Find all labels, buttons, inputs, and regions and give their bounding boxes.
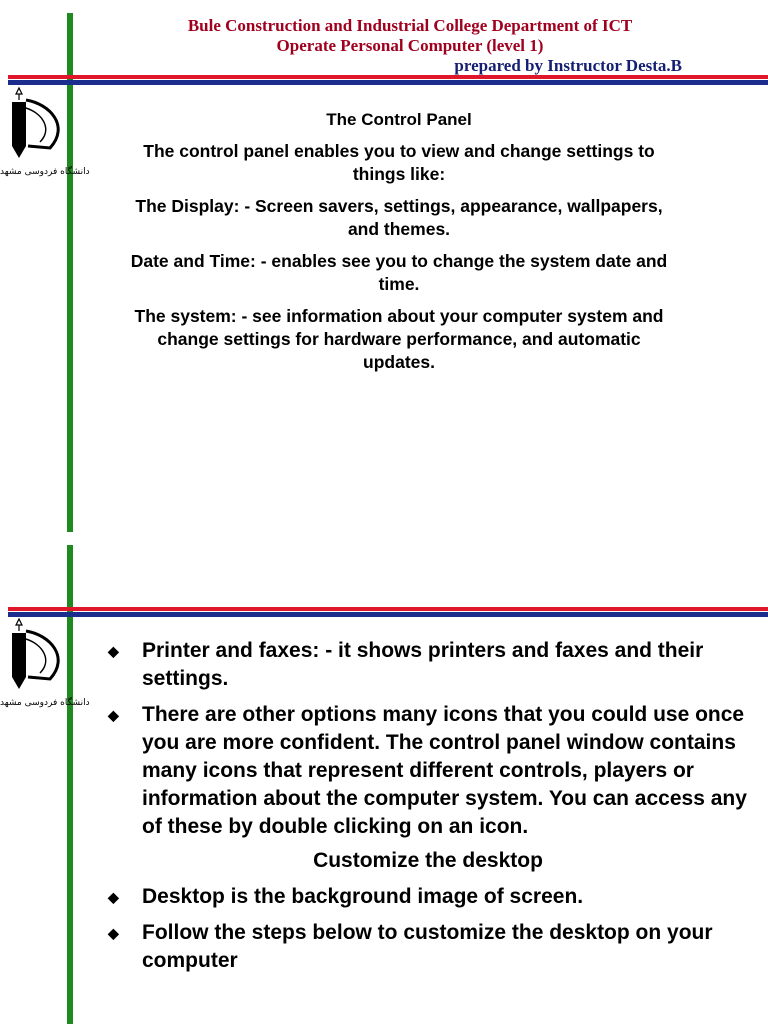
diamond-bullet-icon: ◆ <box>108 707 119 723</box>
diamond-bullet-icon: ◆ <box>108 889 119 905</box>
logo-caption: دانشگاه فردوسی مشهد <box>0 167 90 177</box>
logo-caption: دانشگاه فردوسی مشهد <box>0 698 90 708</box>
list-item <box>108 701 748 841</box>
slide-1-green-bar <box>67 13 73 532</box>
slide-1-blue-rule <box>8 80 768 85</box>
slide-1-body <box>130 108 668 383</box>
slide-1-red-rule <box>8 75 768 79</box>
list-item <box>108 637 748 693</box>
header-course-title: Operate Personal Computer (level 1) <box>276 36 544 55</box>
slide-2-blue-rule <box>8 612 768 617</box>
customize-desktop-heading: Customize the desktop <box>313 849 543 872</box>
slide-2-body <box>108 637 748 983</box>
slide-2-bullet-list <box>108 637 748 975</box>
header-college-title: Bule Construction and Industrial College Department of ICT <box>187 16 633 35</box>
section-heading <box>108 847 748 875</box>
university-logo-icon <box>0 86 90 182</box>
diamond-bullet-icon: ◆ <box>108 925 119 941</box>
list-item <box>108 919 748 975</box>
diamond-bullet-icon: ◆ <box>108 643 119 659</box>
slide-2-red-rule <box>8 607 768 611</box>
bullet-text: Follow the steps below to customize the desktop on your computer <box>142 921 713 972</box>
slide-1-paragraph-1: The control panel enables you to view and change settings to things like: <box>143 141 655 184</box>
bullet-text: Desktop is the background image of screen. <box>142 885 584 908</box>
university-logo-icon <box>0 617 90 713</box>
slide-1-paragraph-2: The Display: - Screen savers, settings, appearance, wallpapers, and themes. <box>135 196 663 239</box>
slide-2 <box>0 545 768 1024</box>
list-item <box>108 883 748 911</box>
slide-1-paragraph-3: Date and Time: - enables see you to change the system date and time. <box>130 251 668 294</box>
slide-1-header <box>80 16 768 76</box>
slide-1-paragraph-4: The system: - see information about your computer system and change settings for hardware performance, and automatic updates. <box>134 306 664 372</box>
bullet-text: There are other options many icons that you could use once you are more confident. The control panel window contains many icons that represent different controls, players or information about the computer system. You can access any of these by double clicking on an icon. <box>142 703 747 838</box>
header-instructor: prepared by Instructor Desta.B <box>454 56 682 75</box>
bullet-text: Printer and faxes: - it shows printers and faxes and their settings. <box>142 639 704 690</box>
slide-1-title: The Control Panel <box>326 110 472 129</box>
